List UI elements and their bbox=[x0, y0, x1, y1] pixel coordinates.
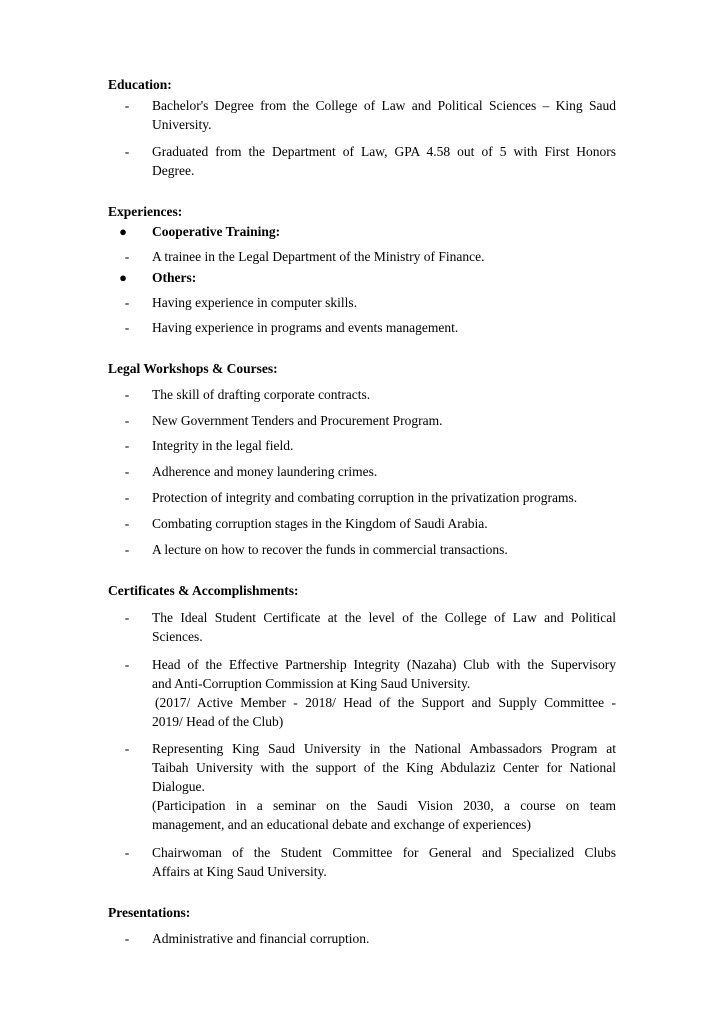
dash-marker: - bbox=[124, 516, 130, 531]
certificate-item-3: Representing King Saud University in the National Ambassadors Program at Taibah University with the support of the King Abdulaziz Center for National Dialogue. (Participation in a seminar on the Saudi Vision 2030, a course on team management, and an educational debate and exchange of experiences) bbox=[152, 741, 616, 832]
cooperative-training-title: Cooperative Training: bbox=[152, 224, 281, 239]
dash-marker: - bbox=[124, 490, 130, 505]
workshop-item-5: Protection of integrity and combating corruption in the privatization programs. bbox=[152, 490, 578, 505]
dash-marker: - bbox=[124, 741, 130, 756]
workshop-item-1: The skill of drafting corporate contracts. bbox=[152, 387, 371, 402]
education-heading: Education: bbox=[108, 77, 172, 92]
cooperative-item-1: A trainee in the Legal Department of the Ministry of Finance. bbox=[152, 249, 485, 264]
workshop-item-3: Integrity in the legal field. bbox=[152, 438, 294, 453]
dash-marker: - bbox=[124, 98, 130, 113]
certificates-heading: Certificates & Accomplishments: bbox=[108, 583, 299, 598]
dash-marker: - bbox=[124, 144, 130, 159]
others-item-2: Having experience in programs and events management. bbox=[152, 320, 459, 335]
dash-marker: - bbox=[124, 931, 130, 946]
dash-marker: - bbox=[124, 320, 130, 335]
presentation-item-1: Administrative and financial corruption. bbox=[152, 931, 370, 946]
presentations-heading: Presentations: bbox=[108, 905, 191, 920]
dash-marker: - bbox=[124, 657, 130, 672]
certificate-item-2: Head of the Effective Partnership Integrity (Nazaha) Club with the Supervisory and Anti-Corruption Commission at King Saud University. (2017/ Active Member - 2018/ Head of the Support and Supply Committee - 2019/ Head of the Club) bbox=[152, 657, 616, 729]
dash-marker: - bbox=[124, 464, 130, 479]
experiences-heading: Experiences: bbox=[108, 204, 183, 219]
workshops-heading: Legal Workshops & Courses: bbox=[108, 361, 278, 376]
dash-marker: - bbox=[124, 249, 130, 264]
others-title: Others: bbox=[152, 270, 197, 285]
certificate-item-1: The Ideal Student Certificate at the level of the College of Law and Political Sciences. bbox=[152, 610, 616, 644]
bullet-marker: ● bbox=[119, 224, 127, 239]
workshop-item-6: Combating corruption stages in the Kingdom of Saudi Arabia. bbox=[152, 516, 488, 531]
dash-marker: - bbox=[124, 542, 130, 557]
dash-marker: - bbox=[124, 845, 130, 860]
workshop-item-4: Adherence and money laundering crimes. bbox=[152, 464, 378, 479]
workshop-item-7: A lecture on how to recover the funds in commercial transactions. bbox=[152, 542, 508, 557]
bullet-marker: ● bbox=[119, 270, 127, 285]
dash-marker: - bbox=[124, 413, 130, 428]
education-item-1: Bachelor's Degree from the College of Law and Political Sciences – King Saud University. bbox=[152, 98, 616, 132]
education-item-2: Graduated from the Department of Law, GPA 4.58 out of 5 with First Honors Degree. bbox=[152, 144, 616, 178]
dash-marker: - bbox=[124, 387, 130, 402]
certificate-item-4: Chairwoman of the Student Committee for General and Specialized Clubs Affairs at King Saud University. bbox=[152, 845, 616, 879]
workshop-item-2: New Government Tenders and Procurement Program. bbox=[152, 413, 443, 428]
dash-marker: - bbox=[124, 438, 130, 453]
dash-marker: - bbox=[124, 295, 130, 310]
dash-marker: - bbox=[124, 610, 130, 625]
others-item-1: Having experience in computer skills. bbox=[152, 295, 358, 310]
